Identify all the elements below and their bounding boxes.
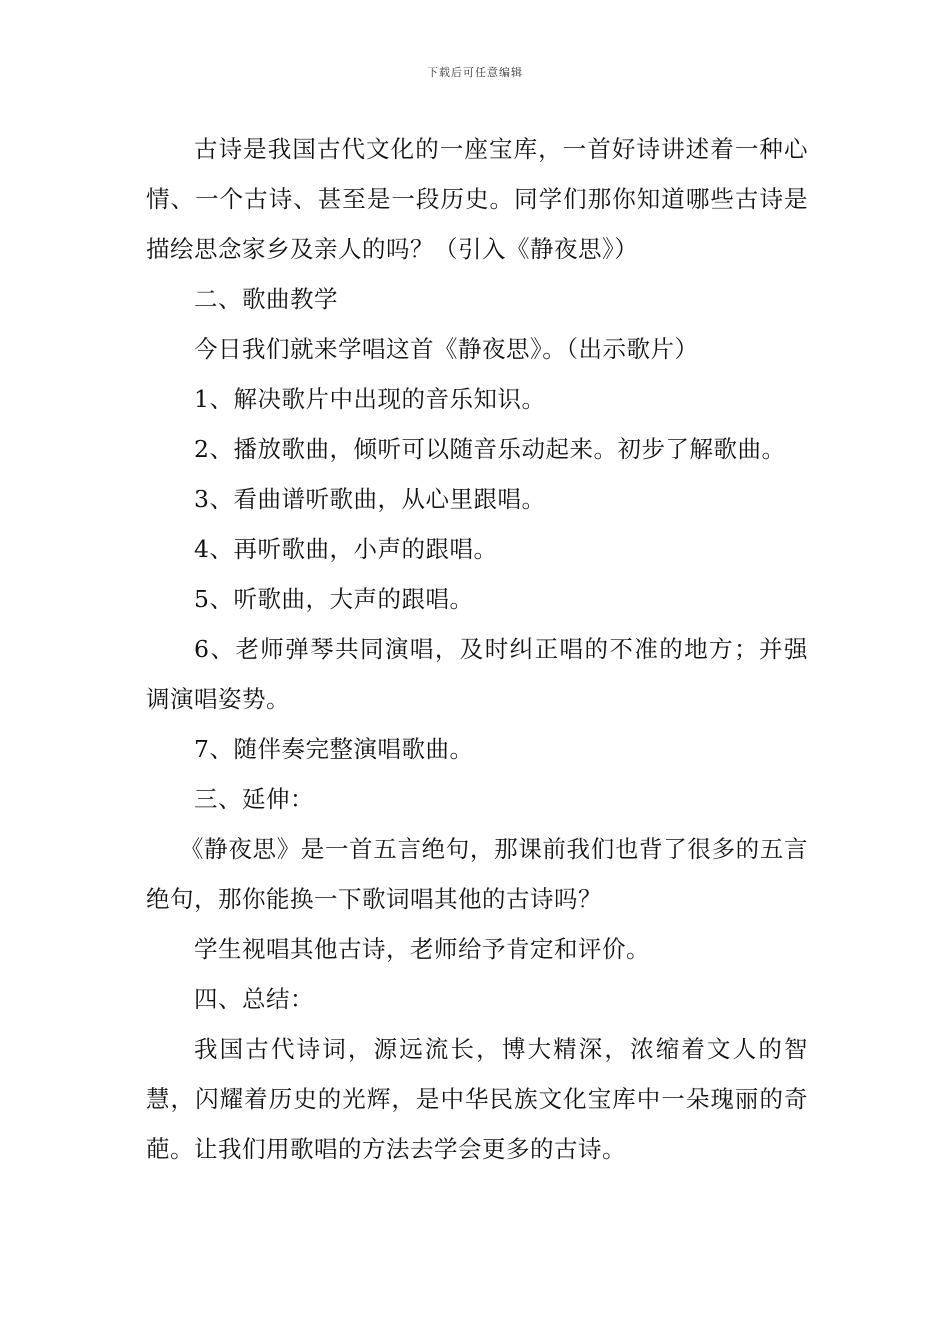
- section-heading-summary: 四、总结：: [194, 985, 314, 1013]
- step-1: 1、解决歌片中出现的音乐知识。: [194, 385, 546, 413]
- student-activity-paragraph: 学生视唱其他古诗，老师给予肯定和评价。: [194, 935, 650, 963]
- song-intro-paragraph: 今日我们就来学唱这首《静夜思》。（出示歌片）: [194, 335, 699, 363]
- intro-paragraph: 古诗是我国古代文化的一座宝库，一首好诗讲述着一种心情、一个古诗、甚至是一段历史。同学们那你知道哪些古诗是描绘思念家乡及亲人的吗？（引入《静夜思》）: [146, 135, 808, 263]
- step-7: 7、随伴奏完整演唱歌曲。: [194, 735, 474, 763]
- document-body: [146, 124, 808, 1174]
- step-3: 3、看曲谱听歌曲，从心里跟唱。: [194, 485, 546, 513]
- step-6: 6、老师弹琴共同演唱，及时纠正唱的不准的地方；并强调演唱姿势。: [146, 635, 808, 713]
- page-header: 下载后可任意编辑: [427, 66, 523, 79]
- summary-paragraph: 我国古代诗词，源远流长，博大精深，浓缩着文人的智慧，闪耀着历史的光辉，是中华民族文化宝库中一朵瑰丽的奇葩。让我们用歌唱的方法去学会更多的古诗。: [146, 1035, 808, 1163]
- step-4: 4、再听歌曲，小声的跟唱。: [194, 535, 498, 563]
- step-2: 2、播放歌曲，倾听可以随音乐动起来。初步了解歌曲。: [194, 435, 786, 463]
- extension-paragraph: 《静夜思》是一首五言绝句，那课前我们也背了很多的五言绝句，那你能换一下歌词唱其他的古诗吗？: [146, 835, 808, 913]
- step-5: 5、听歌曲，大声的跟唱。: [194, 585, 474, 613]
- section-heading-extension: 三、延伸：: [194, 785, 314, 813]
- section-heading-song-teaching: 二、歌曲教学: [194, 285, 338, 313]
